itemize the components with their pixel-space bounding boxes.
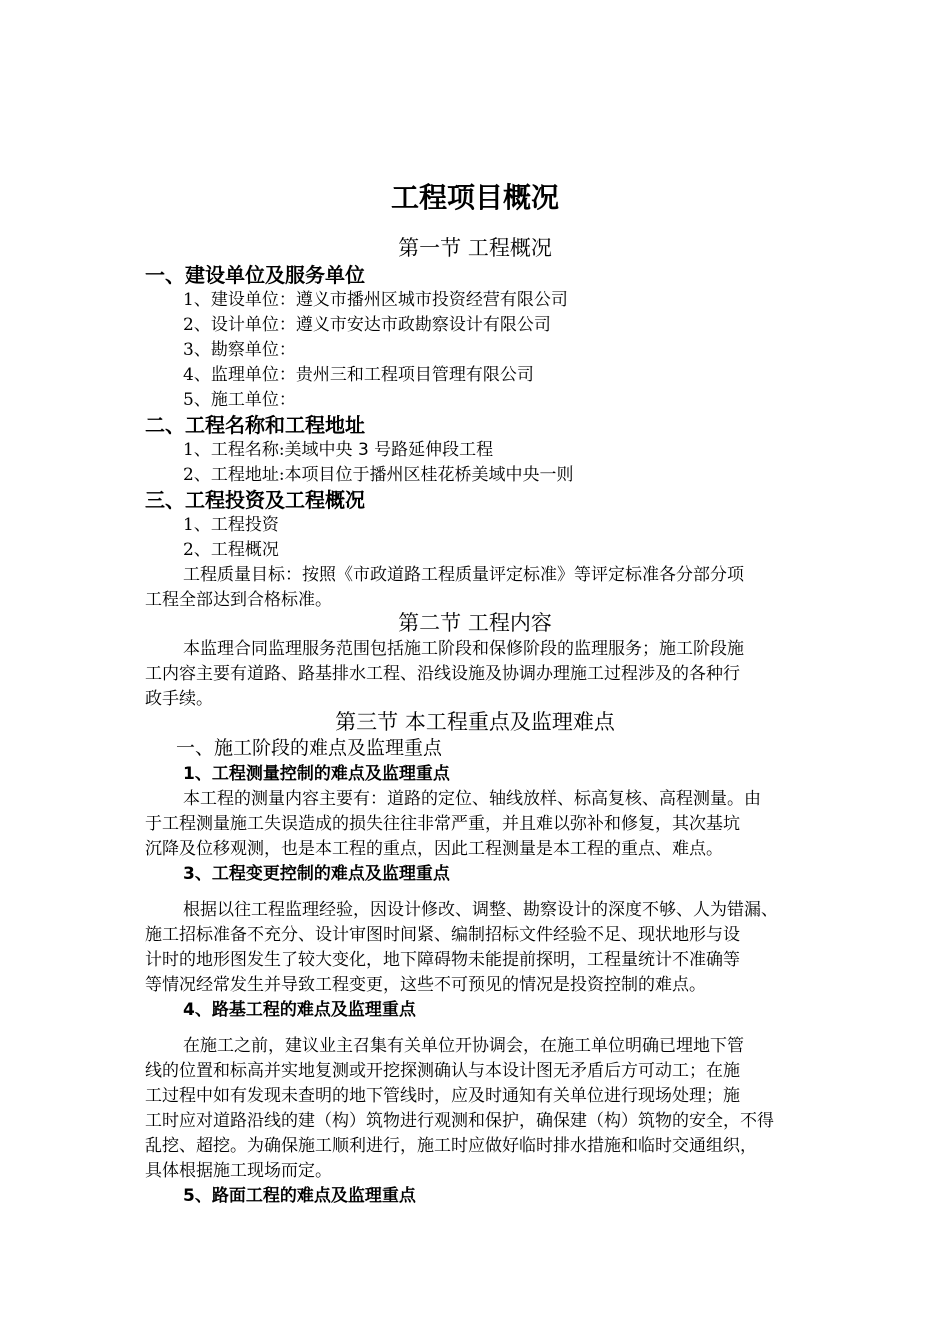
subgrade-line-6: 具体根据施工现场而定。	[145, 1161, 332, 1181]
survey-control-heading: 1、工程测量控制的难点及监理重点	[183, 764, 450, 784]
project-name-value: 美域中央 3 号路延伸段工程	[284, 440, 494, 460]
scope-line-2: 工内容主要有道路、路基排水工程、沿线设施及协调办理施工过程涉及的各种行	[145, 664, 740, 684]
section-2-heading: 第二节 工程内容	[398, 611, 552, 635]
quality-goal-line-1: 工程质量目标：按照《市政道路工程质量评定标准》等评定标准各分部分项	[183, 565, 744, 585]
change-control-line-2: 施工招标准备不充分、设计审图时间紧、编制招标文件经验不足、现状地形与设	[145, 925, 740, 945]
survey-control-line-2: 于工程测量施工失误造成的损失往往非常严重，并且难以弥补和修复，其次基坑	[145, 814, 740, 834]
scope-line-1: 本监理合同监理服务范围包括施工阶段和保修阶段的监理服务；施工阶段施	[183, 639, 744, 659]
subgrade-line-4: 工时应对道路沿线的建（构）筑物进行观测和保护，确保建（构）筑物的安全，不得	[145, 1111, 774, 1131]
survey-unit-line: 3、勘察单位：	[183, 340, 296, 360]
subgrade-line-3: 工过程中如有发现未查明的地下管线时，应及时通知有关单位进行现场处理；施	[145, 1086, 740, 1106]
change-control-line-4: 等情况经常发生并导致工程变更，这些不可预见的情况是投资控制的难点。	[145, 975, 706, 995]
construction-stage-heading: 一、施工阶段的难点及监理重点	[176, 737, 443, 759]
investment-line: 1、工程投资	[183, 515, 279, 535]
design-unit-line: 2、设计单位：遵义市安达市政勘察设计有限公司	[183, 315, 551, 335]
scope-line-3: 政手续。	[145, 689, 213, 709]
subgrade-heading: 4、路基工程的难点及监理重点	[183, 1000, 416, 1020]
construction-unit-line: 1、建设单位：遵义市播州区城市投资经营有限公司	[183, 290, 568, 310]
change-control-line-1: 根据以往工程监理经验，因设计修改、调整、勘察设计的深度不够、人为错漏、	[183, 900, 778, 920]
pavement-heading: 5、路面工程的难点及监理重点	[183, 1186, 416, 1206]
survey-control-line-3: 沉降及位移观测，也是本工程的重点，因此工程测量是本工程的重点、难点。	[145, 839, 723, 859]
contractor-unit-line: 5、施工单位：	[183, 390, 296, 410]
project-address-line: 2、工程地址:本项目位于播州区桂花桥美域中央一则	[183, 465, 574, 485]
section-1-heading: 第一节 工程概况	[398, 236, 552, 260]
change-control-heading: 3、工程变更控制的难点及监理重点	[183, 864, 450, 884]
subgrade-line-2: 线的位置和标高并实地复测或开挖探测确认与本设计图无矛盾后方可动工；在施	[145, 1061, 740, 1081]
part-3-heading: 三、工程投资及工程概况	[145, 488, 365, 512]
section-3-heading: 第三节 本工程重点及监理难点	[335, 710, 615, 734]
supervision-unit-line: 4、监理单位：贵州三和工程项目管理有限公司	[183, 365, 534, 385]
part-1-heading: 一、建设单位及服务单位	[145, 263, 365, 287]
part-2-heading: 二、工程名称和工程地址	[145, 413, 365, 437]
subgrade-line-5: 乱挖、超挖。为确保施工顺利进行，施工时应做好临时排水措施和临时交通组织，	[145, 1136, 757, 1156]
quality-goal-line-2: 工程全部达到合格标准。	[145, 590, 332, 610]
overview-line: 2、工程概况	[183, 540, 279, 560]
project-name-line	[183, 435, 493, 460]
survey-control-line-1: 本工程的测量内容主要有：道路的定位、轴线放样、标高复核、高程测量。由	[183, 789, 761, 809]
project-name-label: 1、工程名称:	[183, 440, 285, 460]
subgrade-line-1: 在施工之前，建议业主召集有关单位开协调会，在施工单位明确已埋地下管	[183, 1036, 744, 1056]
change-control-line-3: 计时的地形图发生了较大变化，地下障碍物未能提前探明，工程量统计不准确等	[145, 950, 740, 970]
document-title: 工程项目概况	[390, 181, 559, 214]
